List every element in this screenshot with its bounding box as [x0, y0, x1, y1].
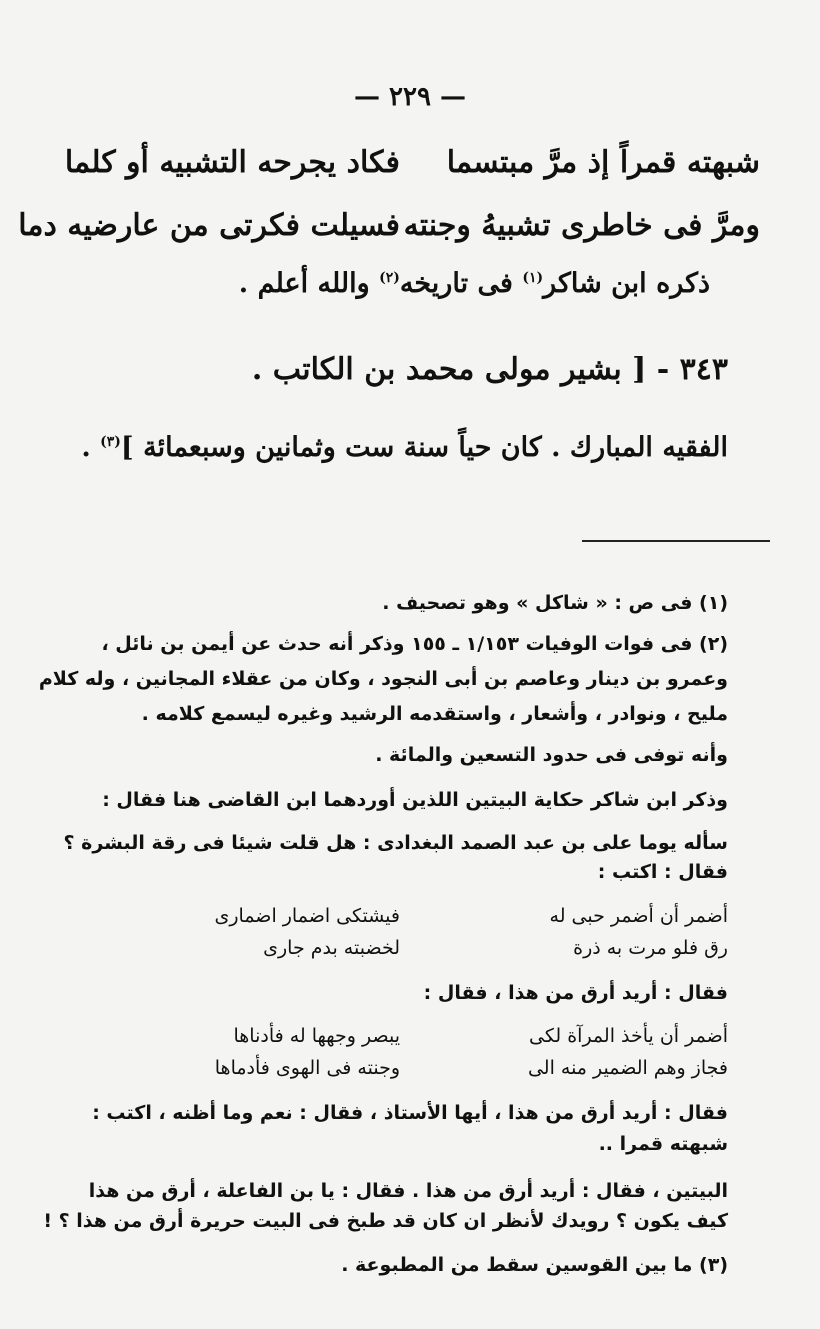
entry-text-end: .	[81, 432, 91, 463]
footnote-2-line-11: البيتين ، فقال : أريد أرق من هذا . فقال : يا بن الفاعلة ، أرق من هذا	[88, 1180, 728, 1202]
footnote-2-line-5: وذكر ابن شاكر حكاية البيتين اللذين أوردهما ابن القاضى هنا فقال :	[102, 789, 728, 811]
footnote-ref-1[interactable]: (١)	[522, 270, 544, 286]
poem-2-verse-1-right: أضمر أن يأخذ المرآة لكى	[529, 1025, 728, 1047]
footnote-2-line-6: سأله يوما على بن عبد الصمد البغدادى : هل قلت شيئا فى رقة البشرة ؟	[63, 832, 728, 854]
entry-heading: ٣٤٣ - [ بشير مولى محمد بن الكاتب .	[251, 352, 728, 387]
citation-history: فى تاريخه	[399, 268, 513, 299]
poem-1-verse-1-right: أضمر أن أضمر حبى له	[549, 905, 728, 927]
footnote-2-line-1: (٢) فى فوات الوفيات ١/١٥٣ ـ ١٥٥ وذكر أنه حدث عن أيمن بن نائل ،	[101, 633, 728, 655]
footnote-2-line-9: فقال : أريد أرق من هذا ، أيها الأستاذ ، فقال : نعم وما أظنه ، اكتب :	[92, 1102, 728, 1124]
footnote-1: (١) فى ص : « شاكل » وهو تصحيف .	[382, 592, 728, 614]
verse-2-second-hemistich: فسيلت فكرتى من عارضيه دما	[18, 208, 400, 243]
footnote-2-line-2: وعمرو بن دينار وعاصم بن أبى النجود ، وكان من عقلاء المجانين ، وله كلام	[38, 668, 728, 690]
poem-2-verse-1-left: يبصر وجهها له فأدناها	[233, 1025, 400, 1047]
entry-text-body: الفقيه المبارك . كان حياً سنة ست وثمانين وسبعمائة ]	[120, 432, 728, 463]
footnote-ref-3[interactable]: (٣)	[100, 434, 121, 450]
footnote-2-line-8: فقال : أريد أرق من هذا ، فقال :	[423, 982, 728, 1004]
footnote-2-line-4: وأنه توفى فى حدود التسعين والمائة .	[375, 744, 728, 766]
citation-author: ذكره ابن شاكر	[543, 268, 710, 299]
poem-2-verse-2-right: فجاز وهم الضمير منه الى	[527, 1057, 728, 1079]
footnote-ref-2[interactable]: (٢)	[379, 270, 400, 286]
footnote-2-line-3: مليح ، ونوادر ، وأشعار ، واستقدمه الرشيد وغيره ليسمع كلامه .	[141, 703, 728, 725]
entry-text	[81, 432, 728, 463]
citation-closing: والله أعلم .	[238, 268, 370, 299]
citation-line	[239, 268, 710, 299]
poem-1-verse-2-right: رق فلو مرت به ذرة	[573, 937, 728, 959]
footnote-separator	[582, 540, 770, 542]
footnote-2-line-7: فقال : اكتب :	[597, 861, 728, 883]
poem-1-verse-2-left: لخضبته بدم جارى	[263, 937, 400, 959]
verse-1-first-hemistich: شبهته قمراً إذ مرَّ مبتسما	[446, 145, 760, 180]
page-number: — ٢٢٩ —	[353, 82, 467, 112]
verse-1-second-hemistich: فكاد يجرحه التشبيه أو كلما	[64, 145, 400, 180]
poem-2-verse-2-left: وجنته فى الهوى فأدماها	[214, 1057, 400, 1079]
footnote-3: (٣) ما بين القوسين سقط من المطبوعة .	[341, 1254, 728, 1276]
footnote-2-line-12: كيف يكون ؟ رويدك لأنظر ان كان قد طبخ فى البيت حريرة أرق من هذا ؟ !	[43, 1210, 728, 1232]
verse-2-first-hemistich: ومرَّ فى خاطرى تشبيهُ وجنته	[403, 208, 760, 243]
footnote-2-line-10: شبهته قمرا ..	[598, 1133, 728, 1155]
poem-1-verse-1-left: فيشتكى اضمار اضمارى	[214, 905, 400, 927]
